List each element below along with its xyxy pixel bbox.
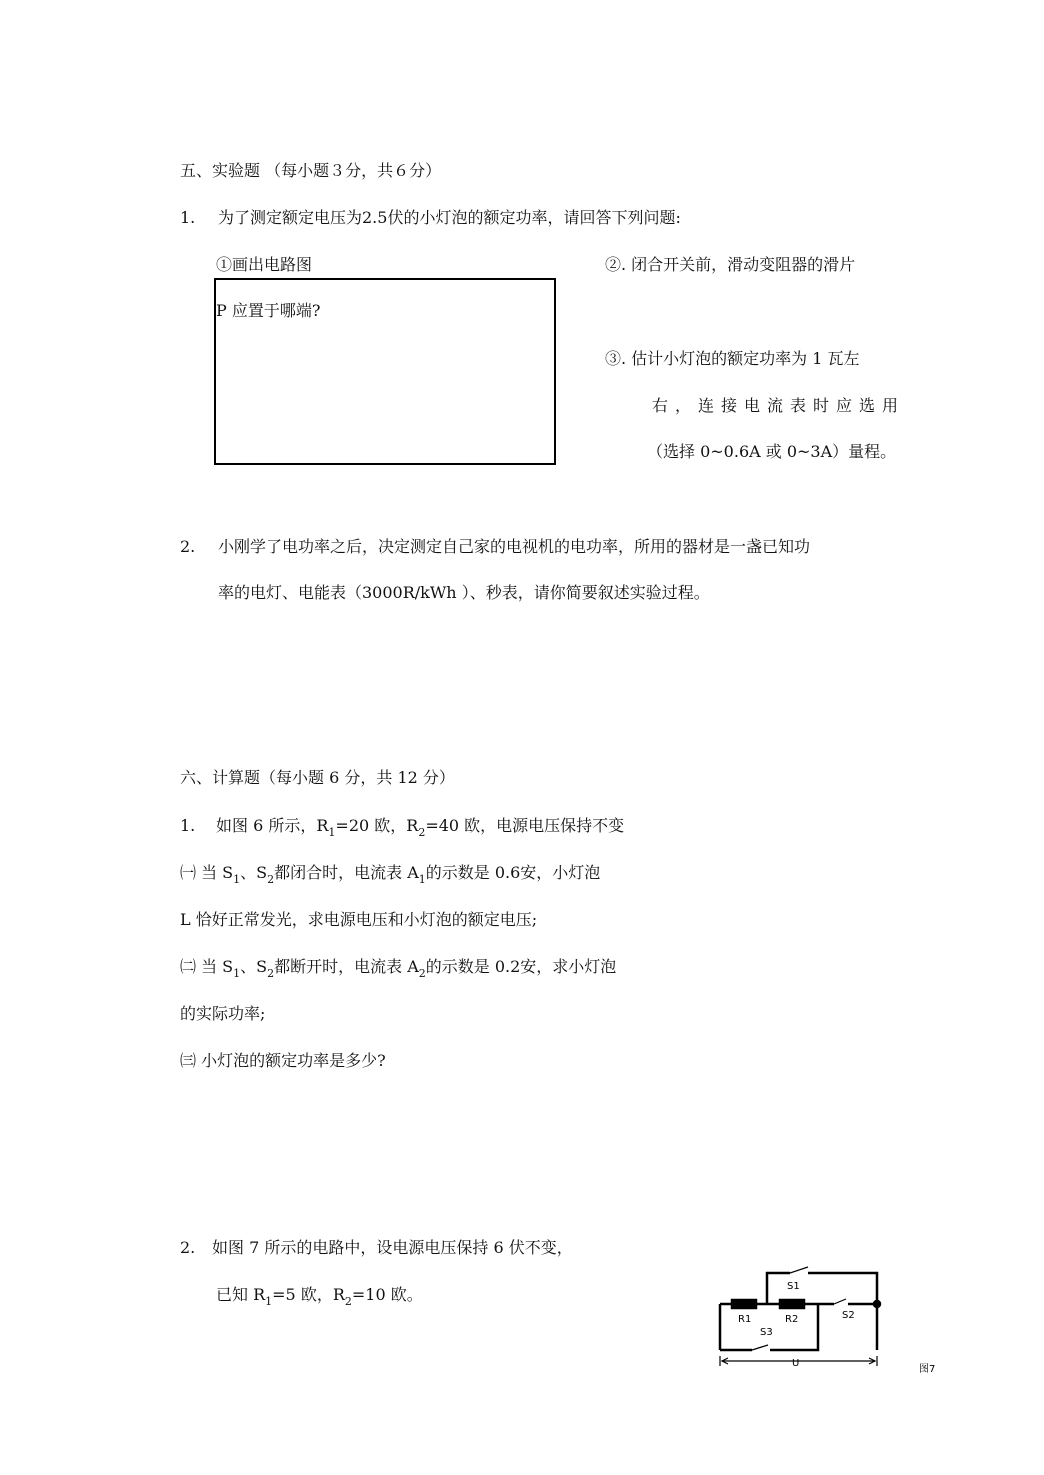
label-s3: S3 bbox=[760, 1327, 773, 1338]
section6-heading: 六、计算题（每小题 6 分，共 12 分） bbox=[180, 768, 455, 787]
label-s1: S1 bbox=[787, 1281, 800, 1292]
sub-question-1-continued: L 恰好正常发光，求电源电压和小灯泡的额定电压; bbox=[180, 910, 538, 929]
label-r1: R1 bbox=[738, 1314, 752, 1325]
question-text-line2: 率的电灯、电能表（3000R/kWh ）、秒表，请你简要叙述实验过程。 bbox=[218, 583, 710, 602]
label-r2: R2 bbox=[785, 1314, 799, 1325]
sub-question-2-continued: 的实际功率; bbox=[180, 1004, 266, 1023]
part1-label: ①画出电路图 bbox=[216, 255, 313, 274]
part2-label: ②. 闭合开关前，滑动变阻器的滑片 bbox=[605, 255, 856, 274]
question-number: 1. bbox=[180, 208, 196, 227]
part3-line3: （选择 0~0.6A 或 0~3A）量程。 bbox=[647, 442, 897, 461]
resistor-r1 bbox=[732, 1300, 756, 1308]
question-text-line1: 小刚学了电功率之后，决定测定自己家的电视机的电功率，所用的器材是一盏已知功 bbox=[218, 537, 811, 556]
switch-s2 bbox=[834, 1299, 846, 1304]
label-u: U bbox=[792, 1358, 800, 1369]
sub-question-1: ㈠ 当 $S_1$、$S_2$都闭合时，电流表 $A_1$的示数是 0.6安，小灯泡 bbox=[180, 863, 601, 886]
part3-line1: ③. 估计小灯泡的额定功率为 1 瓦左 bbox=[605, 349, 860, 368]
circuit-diagram-figure7 bbox=[712, 1266, 952, 1388]
part3-line2: 右，连接电流表时应选用 bbox=[652, 396, 906, 415]
question-number: 2. bbox=[180, 1238, 196, 1257]
question-text-line1: 如图 7 所示的电路中，设电源电压保持 6 伏不变， bbox=[212, 1238, 573, 1257]
resistor-r2 bbox=[780, 1300, 804, 1308]
question-text: 为了测定额定电压为2.5伏的小灯泡的额定功率，请回答下列问题: bbox=[218, 208, 681, 227]
figure-caption: 图7 bbox=[919, 1364, 936, 1375]
question-text-line2: 已知 $R_1=5$ 欧，$R_2=10$ 欧。 bbox=[216, 1285, 423, 1308]
question-number: 1. bbox=[180, 816, 196, 835]
sub-question-2: ㈡ 当 $S_1$、$S_2$都断开时，电流表 $A_2$的示数是 0.2安，求小灯泡 bbox=[180, 957, 617, 980]
section5-heading: 五、实验题 （每小题３分，共６分） bbox=[180, 161, 442, 180]
sub-question-3: ㈢ 小灯泡的额定功率是多少? bbox=[180, 1051, 386, 1070]
label-s2: S2 bbox=[842, 1310, 855, 1321]
switch-s3 bbox=[752, 1345, 768, 1350]
question-text: 如图 6 所示，$R_1=20$ 欧，$R_2=40$ 欧，电源电压保持不变 bbox=[216, 816, 625, 839]
question-number: 2. bbox=[180, 537, 196, 556]
part2-continued: P 应置于哪端? bbox=[216, 301, 321, 320]
